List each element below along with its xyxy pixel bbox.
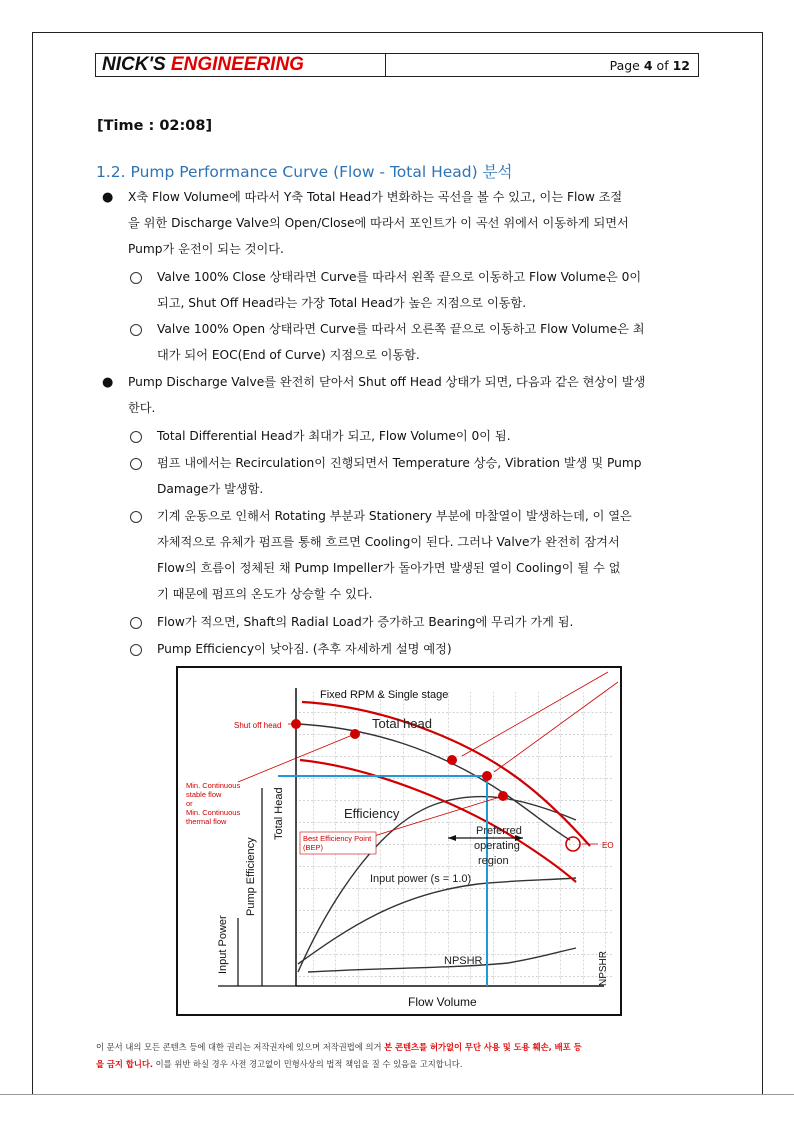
preferred-line: Preferred (476, 825, 522, 837)
bep-line: Best Efficiency Point (303, 834, 372, 843)
bullet-icon: ● (102, 190, 114, 205)
page-number (386, 54, 698, 76)
figure-title: Fixed RPM & Single stage (320, 689, 449, 701)
text-line: Damage가 발생함. (157, 482, 264, 496)
text-line: X축 Flow Volume에 따라서 Y축 Total Head가 변화하는 곡선을 볼 수 있고, 이는 Flow 조절 (128, 190, 623, 204)
min-flow-line: thermal flow (186, 817, 227, 826)
time-label: [Time : 02:08] (97, 118, 213, 134)
hollow-bullet-icon (130, 272, 142, 284)
section-title: 1.2. Pump Performance Curve (Flow - Total Head) 분석 (96, 163, 513, 181)
pump-curve-svg (178, 668, 620, 1014)
text-line: 펌프 내에서는 Recirculation이 진행되면서 Temperature 상승, Vibration 발생 및 Pump (157, 456, 642, 470)
text-line: Pump Discharge Valve를 완전히 닫아서 Shut off Head 상태가 되면, 다음과 같은 현상이 발생 (128, 375, 646, 389)
hollow-bullet-icon (130, 431, 142, 443)
npshr-curve-label: NPSHR (444, 955, 483, 967)
hollow-bullet-icon (130, 324, 142, 336)
efficiency-label: Efficiency (344, 806, 400, 821)
hollow-bullet-icon (130, 458, 142, 470)
text-line: Pump가 운전이 되는 것이다. (128, 242, 284, 256)
operating-point (482, 771, 492, 781)
pump-curve-figure (176, 666, 622, 1016)
preferred-line: operating (474, 840, 520, 852)
text-line: Valve 100% Close 상태라면 Curve를 따라서 왼쪽 끝으로 이동하고 Flow Volume은 0이 (157, 270, 642, 284)
hollow-bullet-icon (130, 644, 142, 656)
min-flow-line: or (186, 799, 193, 808)
brand-logo (96, 54, 386, 76)
brand-part2: ENGINEERING (170, 54, 304, 75)
curve-point (447, 755, 457, 765)
footer-text: 이를 위반 하실 경우 사전 경고없이 민형사상의 법적 책임을 질 수 있음을 고지합니다. (153, 1059, 463, 1069)
text-line: Flow가 적으면, Shaft의 Radial Load가 증가하고 Bearing에 무리가 가게 됨. (157, 615, 574, 629)
bullet-icon: ● (102, 375, 114, 390)
min-flow-label (186, 781, 242, 826)
text-line: Flow의 흐름이 정체된 채 Pump Impeller가 돌아가면 발생된 열이 Cooling이 될 수 없 (157, 561, 621, 575)
axis-label-pump-efficiency: Pump Efficiency (245, 837, 257, 916)
min-flow-line: Min. Continuous (186, 808, 241, 817)
hollow-bullet-icon (130, 617, 142, 629)
text-line: Pump Efficiency이 낮아짐. (추후 자세하게 설명 예정) (157, 642, 452, 656)
total-head-label: Total head (372, 716, 432, 731)
footer-text: 이 문서 내의 모든 콘텐츠 등에 대한 권리는 저작권자에 있으며 저작권법에 의거 (96, 1042, 385, 1052)
text-line: 을 위한 Discharge Valve의 Open/Close에 따라서 포인트가 이 곡선 위에서 이동하게 되면서 (128, 216, 629, 230)
eoc-label: EO (602, 841, 614, 850)
text-line: 되고, Shut Off Head라는 가장 Total Head가 높은 지점으로 이동함. (157, 296, 527, 310)
footer-line-2 (96, 1058, 462, 1070)
brand-part1: NICK'S (102, 54, 166, 75)
text-line: Total Differential Head가 최대가 되고, Flow Volume이 0이 됨. (157, 429, 511, 443)
axis-label-npshr: NPSHR (598, 950, 609, 986)
shut-off-label: Shut off head (234, 721, 282, 730)
page-of: of (656, 58, 669, 73)
page-current: 4 (643, 58, 653, 73)
text-line: 한다. (128, 401, 156, 415)
page-header (95, 53, 699, 77)
page-total: 12 (672, 58, 690, 73)
axis-label-total-head: Total Head (273, 787, 285, 840)
bottom-rule (0, 1094, 794, 1095)
bep-line: (BEP) (303, 843, 324, 852)
footer-warning: 본 콘텐츠를 허가없이 무단 사용 및 도용 훼손, 배포 등 (384, 1042, 582, 1052)
text-line: 대가 되어 EOC(End of Curve) 지점으로 이동함. (157, 348, 420, 362)
x-axis-label: Flow Volume (408, 995, 477, 1009)
footer-line-1 (96, 1041, 582, 1053)
page-word: Page (609, 58, 640, 73)
footer-warning: 을 금지 합니다. (96, 1059, 154, 1069)
text-line: 자체적으로 유체가 펌프를 통해 흐르면 Cooling이 된다. 그러나 Valve가 완전히 잠겨서 (157, 535, 620, 549)
hollow-bullet-icon (130, 511, 142, 523)
preferred-line: region (478, 855, 509, 867)
text-line: 기 때문에 펌프의 온도가 상승할 수 있다. (157, 587, 373, 601)
text-line: Valve 100% Open 상태라면 Curve를 따라서 오른쪽 끝으로 이동하고 Flow Volume은 최 (157, 322, 645, 336)
min-flow-line: Min. Continuous (186, 781, 241, 790)
min-flow-line: stable flow (186, 790, 222, 799)
text-line: 기계 운동으로 인해서 Rotating 부분과 Stationery 부분에 마찰열이 발생하는데, 이 열은 (157, 509, 632, 523)
axis-label-input-power: Input Power (217, 915, 229, 974)
input-power-curve-label: Input power (s = 1.0) (370, 873, 472, 885)
